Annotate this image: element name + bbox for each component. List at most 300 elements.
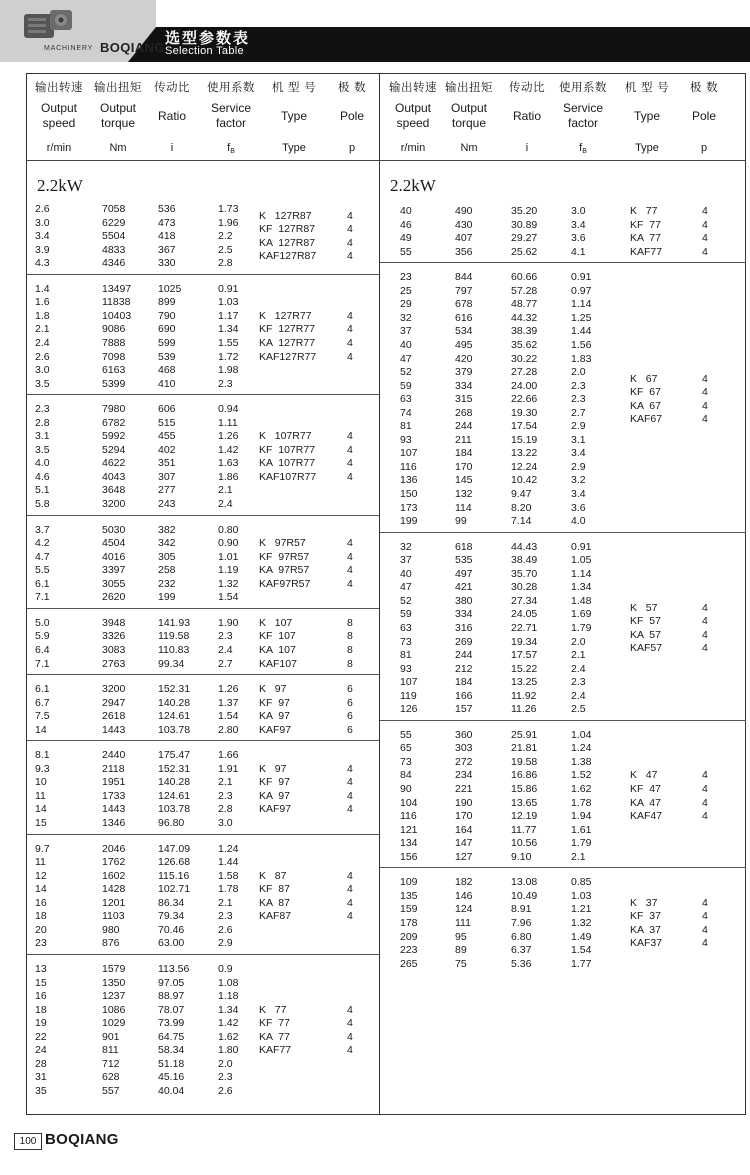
torque-cell: 1579 [102, 962, 126, 975]
ratio-cell: 113.56 [158, 962, 190, 975]
ratio-cell: 140.28 [158, 696, 191, 709]
type-cell: KF 47 [630, 783, 661, 795]
factor-cell: 2.1 [218, 896, 233, 909]
factor-cell: 1.04 [571, 728, 592, 741]
ratio-cell: 24.05 [511, 608, 538, 621]
torque-cell: 170 [455, 460, 473, 473]
ratio-cell: 103.78 [158, 723, 191, 736]
header-en-1-1-0: Output [450, 101, 488, 115]
type-cell: KA 67 [630, 399, 661, 412]
ratio-cell: 16.86 [511, 769, 538, 782]
title-english: Selection Table [165, 45, 244, 57]
header-en-1-2-0: Ratio [512, 109, 541, 123]
block-separator [380, 867, 746, 868]
speed-cell: 18 [35, 910, 47, 923]
ratio-cell: 10.56 [511, 837, 538, 850]
block-separator [26, 274, 379, 275]
torque-cell: 3648 [102, 484, 126, 497]
ratio-cell: 473 [158, 216, 176, 229]
type-cell: KF 107R77 [259, 443, 316, 456]
factor-cell: 2.0 [571, 635, 586, 648]
block-separator [26, 515, 379, 516]
torque-cell: 2763 [102, 657, 126, 670]
type-cell: KAF37 [630, 937, 663, 950]
speed-cell: 119 [400, 689, 417, 702]
ratio-cell: 402 [158, 443, 176, 456]
speed-cell: 4.0 [35, 457, 50, 470]
pole-cell: 4 [347, 776, 353, 789]
header-unit-1-4: Type [635, 142, 659, 154]
factor-cell: 1.14 [571, 567, 592, 580]
factor-cell: 1.58 [218, 869, 239, 882]
torque-cell: 2118 [102, 762, 125, 775]
pole-cell: 4 [702, 783, 708, 795]
speed-cell: 81 [400, 420, 412, 433]
type-cell: KA 87 [259, 896, 290, 909]
torque-cell: 1237 [102, 990, 126, 1003]
torque-cell: 534 [455, 325, 473, 338]
ratio-cell: 60.66 [511, 271, 538, 284]
torque-cell: 184 [455, 447, 473, 460]
ratio-cell: 12.19 [511, 810, 538, 823]
header-cn-0-3: 使用系数 [207, 80, 255, 94]
speed-cell: 28 [35, 1057, 47, 1070]
header-unit-0-4: Type [282, 142, 306, 154]
factor-cell: 1.11 [218, 416, 238, 429]
speed-cell: 65 [400, 742, 412, 755]
ratio-cell: 51.18 [158, 1057, 185, 1070]
speed-cell: 9.3 [35, 762, 50, 775]
speed-cell: 37 [400, 325, 412, 338]
torque-cell: 420 [455, 352, 473, 365]
block-separator [26, 834, 379, 835]
ratio-cell: 86.34 [158, 896, 185, 909]
torque-cell: 7888 [102, 336, 126, 349]
factor-cell: 1.32 [218, 577, 239, 590]
header-unit-1-2: i [525, 142, 529, 154]
factor-cell: 2.3 [571, 379, 586, 392]
pole-cell: 4 [347, 443, 353, 456]
ratio-cell: 30.22 [511, 352, 538, 365]
factor-cell: 1.91 [218, 762, 239, 775]
ratio-cell: 232 [158, 577, 176, 590]
pole-cell: 4 [347, 209, 353, 222]
speed-cell: 107 [400, 676, 418, 689]
factor-cell: 0.80 [218, 523, 239, 536]
machinery-label: MACHINERY [44, 45, 94, 52]
ratio-cell: 10.49 [511, 889, 538, 902]
ratio-cell: 606 [158, 403, 176, 416]
pole-cell: 4 [702, 601, 708, 614]
ratio-cell: 11.92 [511, 689, 537, 702]
type-cell: K 127R77 [259, 309, 312, 322]
ratio-cell: 97.05 [158, 976, 185, 989]
factor-cell: 0.91 [218, 282, 239, 295]
ratio-cell: 15.22 [511, 662, 538, 675]
ratio-cell: 6.80 [511, 930, 532, 943]
factor-cell: 2.4 [218, 643, 233, 656]
speed-cell: 2.8 [35, 416, 50, 429]
torque-cell: 13497 [102, 282, 132, 295]
speed-cell: 6.7 [35, 696, 50, 709]
speed-cell: 47 [400, 352, 412, 365]
type-cell: KA 77 [259, 1030, 290, 1043]
type-cell: KF 97R57 [259, 550, 310, 563]
title-chinese: 选型参数表 [165, 29, 251, 47]
torque-cell: 2947 [102, 696, 126, 709]
torque-cell: 145 [455, 474, 473, 487]
ratio-cell: 22.66 [511, 393, 538, 406]
speed-cell: 52 [400, 594, 412, 607]
speed-cell: 2.6 [35, 350, 50, 363]
torque-cell: 1350 [102, 976, 126, 989]
ratio-cell: 11.77 [511, 823, 537, 836]
factor-cell: 1.62 [218, 1030, 239, 1043]
pole-cell: 8 [347, 643, 353, 656]
pole-cell: 4 [347, 323, 353, 336]
factor-cell: 1.03 [571, 889, 592, 902]
pole-cell: 4 [702, 810, 708, 823]
speed-cell: 2.6 [35, 203, 50, 215]
ratio-cell: 539 [158, 350, 176, 363]
torque-cell: 315 [455, 393, 473, 406]
speed-cell: 3.1 [35, 430, 50, 443]
torque-cell: 10403 [102, 309, 132, 322]
type-cell: KF 67 [630, 386, 661, 399]
power-label-right: 2.2kW [390, 176, 436, 195]
header-en-1-3-0: Service [562, 101, 603, 115]
ratio-cell: 455 [158, 430, 176, 443]
torque-cell: 379 [455, 366, 473, 379]
torque-cell: 182 [455, 876, 473, 889]
type-cell: KF 87 [259, 883, 290, 896]
factor-cell: 4.0 [571, 515, 586, 528]
torque-cell: 334 [455, 379, 473, 392]
type-cell: KAF57 [630, 642, 663, 655]
factor-cell: 3.0 [218, 817, 233, 829]
speed-cell: 25 [400, 284, 412, 297]
factor-cell: 2.3 [218, 377, 233, 390]
pole-cell: 4 [347, 309, 353, 322]
factor-cell: 1.34 [218, 323, 239, 336]
header-en-0-4-0: Type [280, 109, 307, 123]
block-separator [26, 740, 379, 741]
torque-cell: 164 [455, 823, 473, 836]
factor-cell: 2.3 [571, 676, 586, 689]
factor-cell: 1.54 [571, 944, 592, 957]
ratio-cell: 38.39 [511, 325, 538, 338]
ratio-cell: 126.68 [158, 856, 191, 869]
type-cell: KF 107 [259, 630, 296, 643]
header-cn-0-4: 机 型 号 [271, 80, 317, 94]
block-separator [26, 954, 379, 955]
ratio-cell: 515 [158, 416, 176, 429]
ratio-cell: 536 [158, 203, 176, 215]
type-cell: KAF107 [259, 657, 297, 670]
torque-cell: 89 [455, 944, 467, 957]
factor-cell: 0.9 [218, 962, 233, 975]
type-cell: KA 107R77 [259, 457, 316, 470]
torque-cell: 269 [455, 635, 473, 648]
speed-cell: 107 [400, 447, 418, 460]
ratio-cell: 19.30 [511, 406, 538, 419]
speed-cell: 5.1 [35, 484, 50, 497]
type-cell: KA 97 [259, 710, 290, 723]
factor-cell: 2.0 [571, 366, 586, 379]
torque-cell: 212 [455, 662, 473, 675]
header-unit-0-1: Nm [109, 142, 127, 154]
pole-cell: 6 [347, 710, 353, 723]
page-header [0, 0, 750, 62]
speed-cell: 5.9 [35, 630, 50, 643]
ratio-cell: 9.10 [511, 850, 532, 863]
block-separator [26, 674, 379, 675]
factor-cell: 2.7 [571, 406, 586, 419]
pole-cell: 4 [702, 205, 708, 217]
speed-cell: 37 [400, 554, 412, 567]
ratio-cell: 124.61 [158, 710, 191, 723]
speed-cell: 4.3 [35, 257, 50, 270]
type-cell: KAF127R77 [259, 350, 317, 363]
header-en-0-1-1: torque [100, 116, 136, 130]
factor-cell: 1.62 [571, 783, 592, 795]
ratio-cell: 13.65 [511, 796, 538, 809]
factor-cell: 2.5 [218, 243, 233, 256]
torque-cell: 268 [455, 406, 473, 419]
pole-cell: 4 [347, 223, 353, 236]
type-cell: KF 77 [259, 1017, 290, 1030]
factor-cell: 1.38 [571, 755, 592, 768]
pole-cell: 4 [702, 399, 708, 412]
pole-cell: 4 [347, 910, 353, 923]
ratio-cell: 57.28 [511, 284, 538, 297]
speed-cell: 178 [400, 916, 418, 929]
pole-cell: 4 [702, 937, 708, 950]
ratio-cell: 10.42 [511, 474, 538, 487]
factor-cell: 1.17 [218, 309, 239, 322]
header-unit-0-3 [200, 141, 262, 159]
pole-cell: 4 [702, 218, 708, 231]
header-cn-1-0: 输出转速 [389, 80, 437, 94]
speed-cell: 1.4 [35, 282, 50, 295]
factor-cell: 3.6 [571, 232, 586, 245]
torque-cell: 901 [102, 1030, 120, 1043]
factor-cell: 1.19 [218, 564, 239, 577]
speed-cell: 63 [400, 393, 412, 406]
torque-cell: 616 [455, 311, 473, 324]
factor-cell: 3.2 [571, 474, 586, 487]
speed-cell: 3.0 [35, 216, 50, 229]
factor-cell: 1.37 [218, 696, 239, 709]
torque-cell: 380 [455, 594, 473, 607]
factor-cell: 0.90 [218, 537, 239, 550]
speed-cell: 2.4 [35, 336, 50, 349]
type-cell: KF 127R77 [259, 323, 316, 336]
pole-cell: 4 [347, 1003, 353, 1016]
speed-cell: 116 [400, 810, 417, 823]
ratio-cell: 44.32 [511, 311, 538, 324]
torque-cell: 844 [455, 271, 473, 284]
factor-cell: 2.3 [218, 1071, 233, 1084]
ratio-cell: 110.83 [158, 643, 190, 656]
torque-cell: 2440 [102, 749, 126, 762]
factor-cell: 1.78 [218, 883, 239, 896]
ratio-cell: 27.34 [511, 594, 538, 607]
type-cell: K 97 [259, 683, 287, 696]
speed-cell: 6.1 [35, 683, 50, 696]
header-cn-1-4: 机 型 号 [624, 80, 670, 94]
ratio-cell: 175.47 [158, 749, 191, 762]
pole-cell: 4 [347, 537, 353, 550]
torque-cell: 99 [455, 515, 467, 528]
header-en-0-0-0: Output [40, 101, 78, 115]
torque-cell: 3200 [102, 683, 126, 696]
speed-cell: 14 [35, 883, 47, 896]
type-cell: KAF47 [630, 810, 663, 823]
factor-cell: 1.55 [218, 336, 239, 349]
speed-cell: 173 [400, 501, 418, 514]
unit-f-subscript: B [230, 148, 235, 155]
torque-cell: 3055 [102, 577, 126, 590]
pole-cell: 4 [702, 896, 708, 909]
speed-cell: 7.1 [35, 591, 50, 604]
unit-f: f [579, 142, 583, 154]
type-cell: KAF97 [259, 803, 292, 816]
ratio-cell: 22.71 [511, 621, 538, 634]
factor-cell: 2.8 [218, 803, 233, 816]
type-cell: K 127R87 [259, 209, 312, 222]
type-cell: KA 97R57 [259, 564, 310, 577]
speed-cell: 81 [400, 649, 412, 662]
ratio-cell: 468 [158, 364, 176, 377]
factor-cell: 1.24 [571, 742, 592, 755]
speed-cell: 35 [35, 1084, 47, 1097]
torque-cell: 1346 [102, 817, 126, 829]
ratio-cell: 19.58 [511, 755, 538, 768]
torque-cell: 184 [455, 676, 473, 689]
torque-cell: 6782 [102, 416, 126, 429]
type-cell: KAF107R77 [259, 470, 317, 483]
factor-cell: 1.21 [571, 903, 592, 916]
ratio-cell: 19.34 [511, 635, 538, 648]
ratio-cell: 342 [158, 537, 176, 550]
footer-brand: BOQIANG [45, 1131, 119, 1148]
speed-cell: 3.5 [35, 377, 50, 390]
header-rule [26, 160, 746, 161]
ratio-cell: 690 [158, 323, 176, 336]
speed-cell: 2.1 [35, 323, 50, 336]
speed-cell: 3.7 [35, 523, 50, 536]
pole-cell: 4 [347, 236, 353, 249]
header-unit-1-1: Nm [460, 142, 478, 154]
speed-cell: 4.7 [35, 550, 50, 563]
factor-cell: 2.0 [218, 1057, 233, 1070]
ratio-cell: 27.28 [511, 366, 538, 379]
speed-cell: 5.5 [35, 564, 50, 577]
speed-cell: 7.5 [35, 710, 50, 723]
torque-cell: 6163 [102, 364, 126, 377]
factor-cell: 1.49 [571, 930, 592, 943]
ratio-cell: 35.70 [511, 567, 538, 580]
speed-cell: 52 [400, 366, 412, 379]
factor-cell: 0.91 [571, 540, 592, 553]
factor-cell: 1.42 [218, 443, 239, 456]
factor-cell: 0.91 [571, 271, 592, 284]
ratio-cell: 7.14 [511, 515, 532, 528]
speed-cell: 199 [400, 515, 418, 528]
speed-cell: 159 [400, 903, 418, 916]
torque-cell: 7980 [102, 403, 126, 416]
block-separator [26, 394, 379, 395]
ratio-cell: 45.16 [158, 1071, 185, 1084]
torque-cell: 234 [455, 769, 473, 782]
ratio-cell: 140.28 [158, 776, 191, 789]
pole-cell: 4 [702, 923, 708, 936]
speed-cell: 46 [400, 218, 412, 231]
pole-cell: 8 [347, 630, 353, 643]
ratio-cell: 152.31 [158, 762, 191, 775]
torque-cell: 4622 [102, 457, 126, 470]
ratio-cell: 79.34 [158, 910, 185, 923]
header-cn-0-1: 输出扭矩 [94, 80, 142, 94]
factor-cell: 2.4 [571, 662, 586, 675]
factor-cell: 2.9 [571, 460, 586, 473]
speed-cell: 32 [400, 311, 412, 324]
ratio-cell: 15.86 [511, 783, 538, 795]
torque-cell: 111 [455, 916, 471, 929]
factor-cell: 1.54 [218, 591, 239, 604]
type-cell: K 57 [630, 601, 658, 614]
torque-cell: 2620 [102, 591, 126, 604]
type-cell: KA 97 [259, 789, 290, 802]
torque-cell: 221 [455, 783, 473, 795]
torque-cell: 797 [455, 284, 473, 297]
torque-cell: 421 [455, 581, 473, 594]
ratio-cell: 25.62 [511, 245, 538, 258]
factor-cell: 2.6 [218, 1084, 233, 1097]
torque-cell: 360 [455, 728, 473, 741]
header-en-1-1-1: torque [451, 116, 487, 130]
factor-cell: 2.3 [218, 910, 233, 923]
type-cell: K 77 [630, 205, 658, 217]
factor-cell: 1.05 [571, 554, 592, 567]
ratio-cell: 96.80 [158, 817, 185, 829]
factor-cell: 3.4 [571, 488, 586, 500]
speed-cell: 209 [400, 930, 418, 943]
ratio-cell: 8.91 [511, 903, 532, 916]
torque-cell: 147 [455, 837, 473, 850]
ratio-cell: 418 [158, 230, 176, 243]
type-cell: KF 37 [630, 910, 661, 923]
speed-cell: 13 [35, 962, 47, 975]
factor-cell: 1.34 [218, 1003, 239, 1016]
ratio-cell: 35.20 [511, 205, 538, 217]
header-en-0-3-1: factor [215, 116, 246, 130]
pole-cell: 4 [702, 769, 708, 782]
speed-cell: 223 [400, 944, 418, 957]
speed-cell: 3.0 [35, 364, 50, 377]
factor-cell: 1.14 [571, 298, 592, 311]
type-cell: KAF97 [259, 723, 292, 736]
type-cell: KF 97 [259, 776, 290, 789]
type-cell: KA 107 [259, 643, 296, 656]
pole-cell: 4 [347, 470, 353, 483]
pole-cell: 4 [347, 883, 353, 896]
torque-cell: 5294 [102, 443, 126, 456]
factor-cell: 1.66 [218, 749, 239, 762]
speed-cell: 1.6 [35, 296, 50, 309]
ratio-cell: 899 [158, 296, 176, 309]
